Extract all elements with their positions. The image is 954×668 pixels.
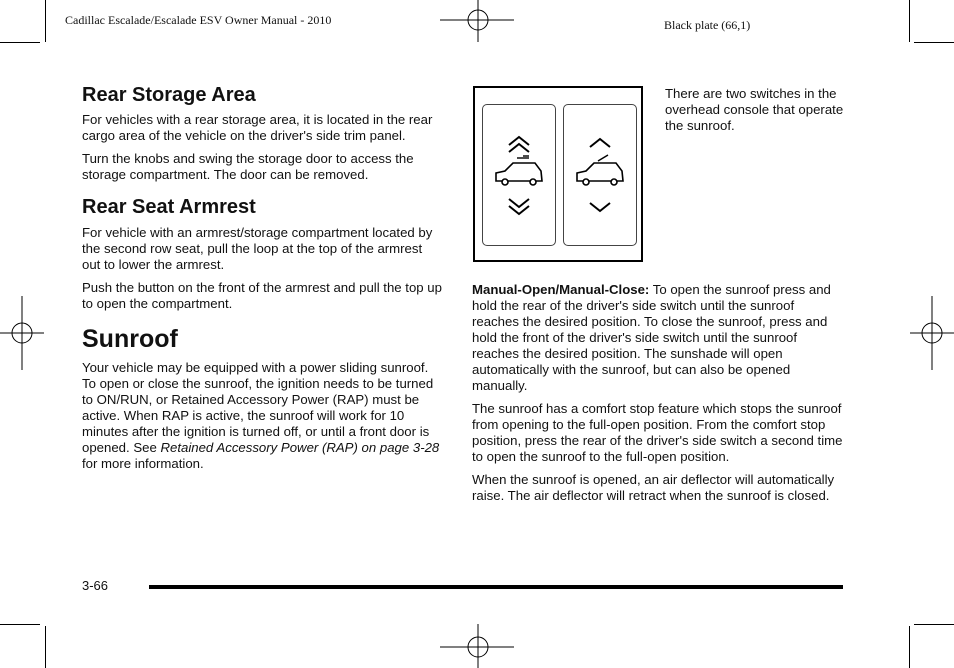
- manual-open-close-label: Manual-Open/Manual-Close:: [472, 282, 650, 297]
- registration-mark-top: [440, 0, 516, 46]
- crop-mark: [0, 42, 40, 43]
- rap-reference-link[interactable]: Retained Accessory Power (RAP) on page 3‑28: [160, 440, 440, 455]
- comfort-stop-paragraph: The sunroof has a comfort stop feature which stops the sunroof from opening to the full-open position. From the comfort stop position, press the rear of the driver's side switch a second time to open the sunroof to the full-open position.: [472, 401, 843, 464]
- sunroof-p1: [82, 360, 444, 472]
- manual-title: Cadillac Escalade/Escalade ESV Owner Manual - 2010: [65, 13, 332, 27]
- footer-rule: [149, 585, 843, 589]
- crop-mark: [914, 42, 954, 43]
- crop-mark: [45, 0, 46, 42]
- air-deflector-paragraph: When the sunroof is opened, an air deflector will automatically raise. The air deflector will retract when the sunroof is closed.: [472, 472, 835, 503]
- sunroof-heading: Sunroof: [82, 325, 178, 353]
- figure-caption-block: [665, 86, 845, 134]
- figure-caption: There are two switches in the overhead console that operate the sunroof.: [665, 86, 844, 133]
- manual-open-close-text: To open the sunroof press and hold the rear of the driver's side switch until the sunroof reaches the desired position. To close the sunroof, press and hold the front of the driver's side switch until the sunroof reaches the desired position. The sunshade will open automatically with the sunroof, but can also be opened manually.: [472, 282, 831, 393]
- rear-storage-p2: Turn the knobs and swing the storage door to access the storage compartment. The door can be removed.: [82, 151, 414, 182]
- crop-mark: [45, 626, 46, 668]
- double-chevron-down-icon: [483, 105, 555, 245]
- chevron-down-icon: [564, 105, 636, 245]
- left-column: [82, 84, 444, 472]
- crop-mark: [909, 0, 910, 42]
- rear-armrest-heading: Rear Seat Armrest: [82, 196, 256, 218]
- plate-label: Black plate (66,1): [664, 18, 751, 32]
- page-number: 3-66: [82, 578, 109, 593]
- sunroof-switch-figure: [473, 86, 643, 262]
- sunroof-p1-end: for more information.: [82, 456, 204, 471]
- registration-mark-right: [908, 296, 954, 372]
- crop-mark: [0, 624, 40, 625]
- right-sunroof-switch: [563, 104, 637, 246]
- rear-storage-heading: Rear Storage Area: [82, 84, 256, 106]
- crop-mark: [914, 624, 954, 625]
- manual-open-close-paragraph: [472, 282, 844, 394]
- crop-mark: [909, 626, 910, 668]
- right-column: [472, 282, 844, 504]
- registration-mark-left: [0, 296, 46, 372]
- rear-storage-p1: For vehicles with a rear storage area, it is located in the rear cargo area of the vehicle on the driver's side trim panel.: [82, 112, 433, 143]
- registration-mark-bottom: [440, 624, 516, 668]
- sunroof-p1-text: Your vehicle may be equipped with a power sliding sunroof. To open or close the sunroof, the ignition needs to be turned to ON/RUN, or Retained Accessory Power (RAP) must be active. When RAP is active, the sunroof will work for 10 minutes after the ignition is turned off, or until a front door is opened. See: [82, 360, 434, 455]
- rear-armrest-p2: Push the button on the front of the armrest and pull the top up to open the compartment.: [82, 280, 442, 311]
- rear-armrest-p1: For vehicle with an armrest/storage compartment located by the second row seat, pull the loop at the top of the armrest out to lower the armrest.: [82, 225, 433, 272]
- left-sunroof-switch: [482, 104, 556, 246]
